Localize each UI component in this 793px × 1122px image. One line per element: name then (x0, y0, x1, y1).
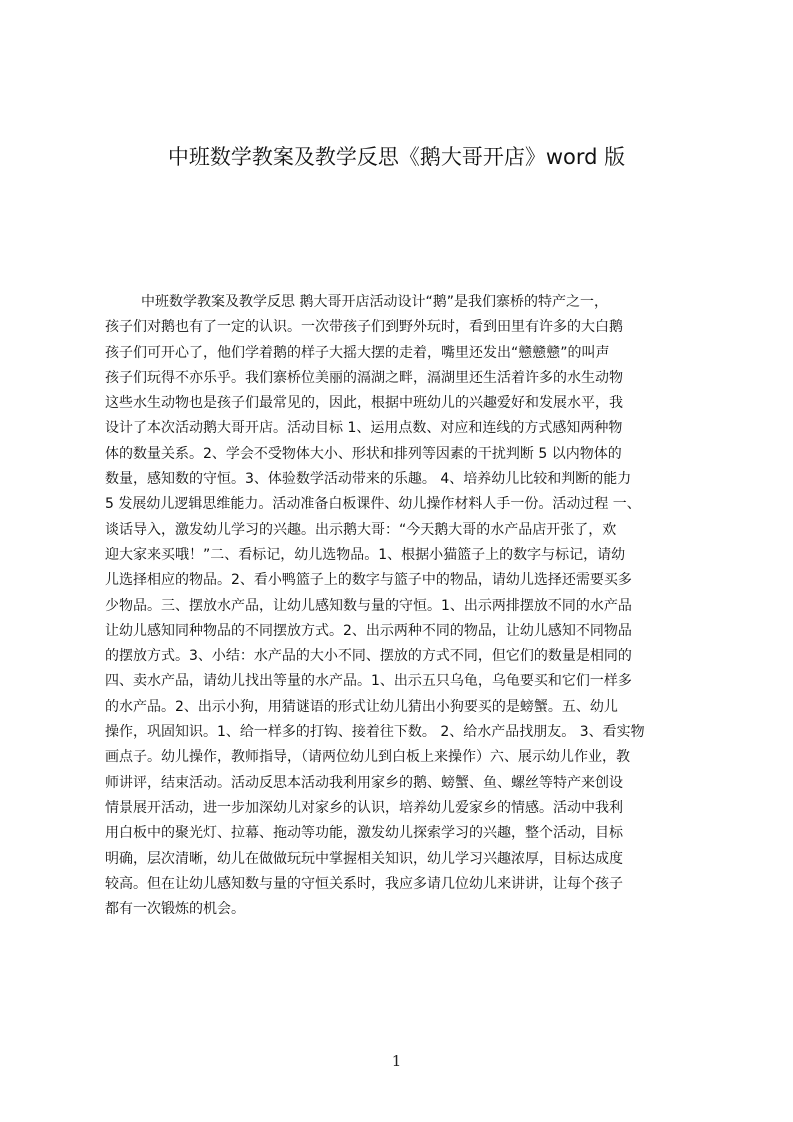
paragraph-line: 儿选择相应的物品。2、看小鸭篮子上的数字与篮子中的物品，请幼儿选择还需要买多 (105, 572, 632, 589)
paragraph-line: 谈话导入，激发幼儿学习的兴趣。出示鹅大哥：“今天鹅大哥的水产品店开张了，欢 (105, 521, 617, 538)
paragraph-line: 体的数量关系。2、学会不受物体大小、形状和排列等因素的干扰判断 5 以内物体的 (105, 445, 622, 462)
paragraph-line: 较高。但在让幼儿感知数与量的守恒关系时，我应多请几位幼儿来讲讲，让每个孩子 (105, 875, 623, 892)
paragraph-line: 画点子。幼儿操作，教师指导，（请两位幼儿到白板上来操作）六、展示幼儿作业，教 (105, 749, 630, 766)
paragraph-line: 孩子们对鹅也有了一定的认识。一次带孩子们到野外玩时，看到田里有许多的大白鹅 (105, 319, 623, 336)
paragraph-line: 四、卖水产品，请幼儿找出等量的水产品。1、出示五只乌龟，乌龟要买和它们一样多 (105, 673, 632, 690)
paragraph-line: 孩子们可开心了，他们学着鹅的样子大摇大摆的走着，嘴里还发出“戆戆戆”的叫声 (105, 344, 610, 361)
paragraph-line: 数量，感知数的守恒。3、体验数学活动带来的乐趣。 4、培养幼儿比较和判断的能力 (105, 471, 632, 488)
paragraph-line: 明确，层次清晰，幼儿在做做玩玩中掌握相关知识，幼儿学习兴趣浓厚，目标达成度 (105, 850, 623, 867)
paragraph-line: 师讲评，结束活动。活动反思本活动我利用家乡的鹅、螃蟹、鱼、螺丝等特产来创设 (105, 774, 623, 791)
paragraph-line: 这些水生动物也是孩子们最常见的，因此，根据中班幼儿的兴趣爱好和发展水平，我 (105, 395, 623, 412)
paragraph-line: 中班数学教案及教学反思 鹅大哥开店活动设计“鹅”是我们寨桥的特产之一， (141, 294, 608, 310)
document-title: 中班数学教案及教学反思《鹅大哥开店》word 版 (167, 145, 626, 169)
paragraph-line: 的摆放方式。3、小结：水产品的大小不同、摆放的方式不同，但它们的数量是相同的 (105, 648, 632, 665)
paragraph-line: 操作，巩固知识。1、给一样多的打钩、接着往下数。 2、给水产品找朋友。 3、看实物 (105, 724, 645, 741)
paragraph-line: 情景展开活动，进一步加深幼儿对家乡的认识，培养幼儿爱家乡的情感。活动中我利 (105, 799, 623, 816)
paragraph-line: 少物品。三、摆放水产品，让幼儿感知数与量的守恒。1、出示两排摆放不同的水产品 (105, 597, 632, 614)
paragraph-line: 用白板中的聚光灯、拉幕、拖动等功能，激发幼儿探索学习的兴趣，整个活动，目标 (105, 825, 623, 842)
paragraph-line: 迎大家来买哦！”二、看标记，幼儿选物品。1、根据小猫篮子上的数字与标记，请幼 (105, 546, 626, 563)
paragraph-line: 5 发展幼儿逻辑思维能力。活动准备白板课件、幼儿操作材料人手一份。活动过程 一、 (105, 496, 641, 513)
paragraph-line: 孩子们玩得不亦乐乎。我们寨桥位美丽的滆湖之畔，滆湖里还生活着许多的水生动物 (105, 369, 623, 386)
paragraph-line: 都有一次锻炼的机会。 (105, 901, 245, 918)
page-number: 1 (391, 1052, 402, 1070)
paragraph-line: 让幼儿感知同种物品的不同摆放方式。2、出示两种不同的物品，让幼儿感知不同物品 (105, 622, 632, 639)
document-body (105, 290, 698, 960)
paragraph-line: 设计了本次活动鹅大哥开店。活动目标 1、运用点数、对应和连线的方式感知两种物 (105, 420, 623, 437)
paragraph-line: 的水产品。2、出示小狗，用猜谜语的形式让幼儿猜出小狗要买的是螃蟹。五、幼儿 (105, 698, 618, 715)
